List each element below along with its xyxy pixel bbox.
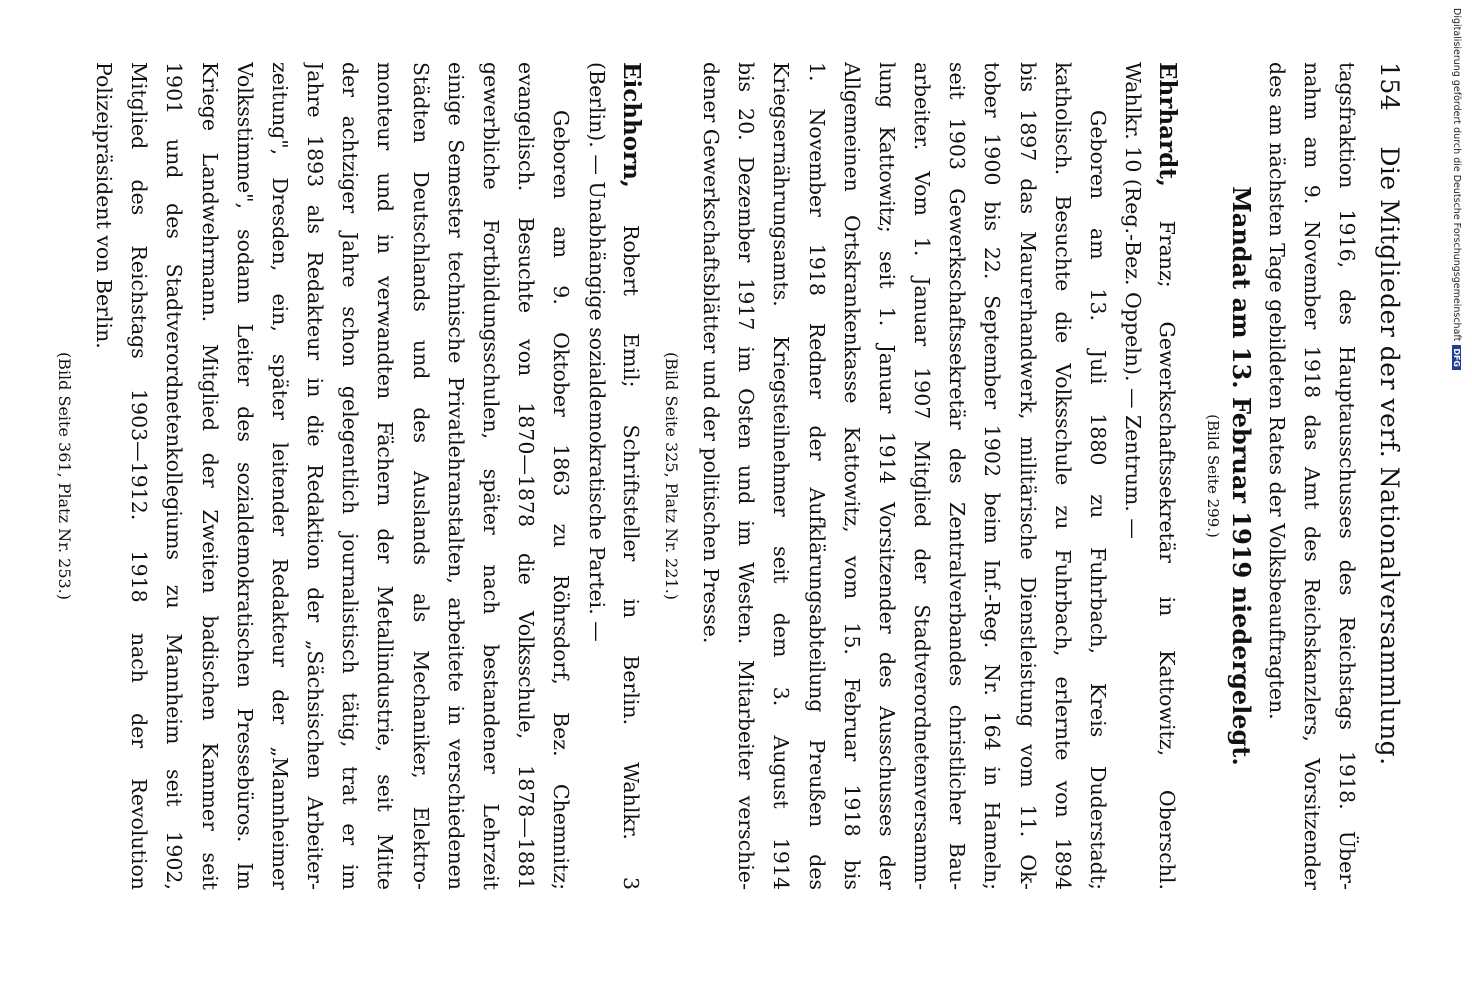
eichhorn-line: der achtziger Jahre schon gelegentlich journalistisch tätig, trat er im <box>338 62 363 890</box>
body-line: des am nächsten Tage gebildeten Rates der Volksbeauftragten. <box>1264 62 1289 720</box>
ehrhardt-line: bis 1897 das Maurerhandwerk, militärische Dienstleistung vom 11. Ok- <box>1015 62 1040 890</box>
eichhorn-line: monteur und in verwandten Fächern der Metallindustrie, seit Mitte <box>373 62 398 890</box>
eichhorn-name: Eichhorn, <box>617 62 645 188</box>
ehrhardt-line: Allgemeinen Ortskrankenkasse Kattowitz, vom 15. Februar 1918 bis <box>839 62 864 890</box>
ehrhardt-caption: (Bild Seite 325, Platz Nr. 221.) <box>661 351 681 601</box>
ehrhardt-line: 1. November 1918 Redner der Aufklärungsabteilung Preußen des <box>804 62 829 890</box>
running-title: Die Mitglieder der verf. Nationalversammlung. <box>1375 146 1404 766</box>
ehrhardt-line: seit 1903 Gewerkschaftssekretär des Zentralverbandes christlicher Bau- <box>945 62 970 890</box>
ehrhardt-line: katholisch. Besuchte die Volksschule zu Fuhrbach, erlernte von 1894 <box>1050 62 1075 890</box>
digitization-notice <box>1448 8 1462 992</box>
eichhorn-line: Polizeipräsident von Berlin. <box>92 62 116 349</box>
ehrhardt-line: Geboren am 13. Juli 1880 zu Fuhrbach, Kreis Duderstadt; <box>1086 110 1111 890</box>
eichhorn-line: einige Semester technische Privatlehranstalten, arbeitete in verschiedenen <box>443 62 468 890</box>
mandat-bild-ref: (Bild Seite 299.) <box>1204 414 1223 538</box>
eichhorn-caption: (Bild Seite 361, Platz Nr. 253.) <box>54 351 74 601</box>
eichhorn-line: (Berlin). — Unabhängige sozialdemokratische Partei. — <box>584 62 609 642</box>
running-header <box>1364 62 1404 890</box>
notice-line <box>1451 8 1462 748</box>
ehrhardt-first-line <box>1150 62 1185 890</box>
ehrhardt-line: arbeiter. Vom 1. Januar 1907 Mitglied der Stadtverordnetenversamm- <box>910 62 935 890</box>
ehrhardt-name: Ehrhardt, <box>1154 62 1182 187</box>
ehrhardt-line: Wahlkr. 10 (Reg.-Bez. Oppeln). — Zentrum. — <box>1121 62 1146 539</box>
body-line: nahm am 9. November 1918 das Amt des Reichskanzlers, Vorsitzender <box>1299 62 1324 890</box>
eichhorn-line: 1901 und des Stadtverordnetenkollegiums zu Mannheim seit 1902, <box>162 62 187 890</box>
ehrhardt-line: bis 20. Dezember 1917 im Osten und im Westen. Mitarbeiter verschie- <box>734 62 759 890</box>
eichhorn-line: Mitglied des Reichstags 1903—1912. 1918 nach der Revolution <box>127 62 152 890</box>
eichhorn-line: evangelisch. Besuchte von 1870—1878 die Volksschule, 1878—1881 <box>514 62 539 890</box>
eichhorn-line: Kriege Landwehrmann. Mitglied der Zweiten badischen Kammer seit <box>197 62 222 890</box>
body-line: tagsfraktion 1916, des Hauptausschusses des Reichstags 1918. Über- <box>1335 62 1359 890</box>
mandat-note: Mandat am 13. Februar 1919 niedergelegt. <box>1227 186 1257 766</box>
eichhorn-line: Robert Emil; Schriftsteller in Berlin. Wahlkr. 3 <box>618 224 643 890</box>
page-number: 154 <box>1375 62 1404 112</box>
ehrhardt-line: Kriegsernährungsamts. Kriegsteilnehmer seit dem 3. August 1914 <box>769 62 794 890</box>
eichhorn-line: gewerbliche Fortbildungsschulen, später nach bestandener Lehrzeit <box>479 62 504 890</box>
dfg-logo: DFG <box>1452 345 1461 370</box>
eichhorn-line: Geboren am 9. Oktober 1863 zu Röhrsdorf, Bez. Chemnitz; <box>549 110 574 890</box>
eichhorn-line: Städten Deutschlands und des Auslands als Mechaniker, Elektro- <box>408 62 433 890</box>
ehrhardt-line: tober 1900 bis 22. September 1902 beim Inf.-Reg. Nr. 164 in Hameln; <box>980 62 1005 890</box>
ehrhardt-line: dener Gewerkschaftsblätter und der politischen Presse. <box>699 62 723 644</box>
ehrhardt-line: lung Kattowitz; seit 1. Januar 1914 Vorsitzender des Ausschusses der <box>874 62 899 890</box>
eichhorn-line: Volksstimme", sodann Leiter des sozialdemokratischen Pressebüros. Im <box>232 62 257 890</box>
text-block <box>42 62 1404 890</box>
eichhorn-line: Jahre 1893 als Redakteur in die Redaktion der „Sächsischen Arbeiter- <box>303 62 328 890</box>
eichhorn-first-line <box>614 62 649 890</box>
notice-text: Digitalisierung gefördert durch die Deutsche Forschungsgemeinschaft <box>1451 8 1462 342</box>
ehrhardt-line: Franz; Gewerkschaftssekretär in Kattowitz, Oberschl. <box>1155 220 1180 890</box>
eichhorn-line: zeitung", Dresden, ein, später leitender Redakteur der „Mannheimer <box>267 62 292 890</box>
spacer <box>1185 62 1201 890</box>
